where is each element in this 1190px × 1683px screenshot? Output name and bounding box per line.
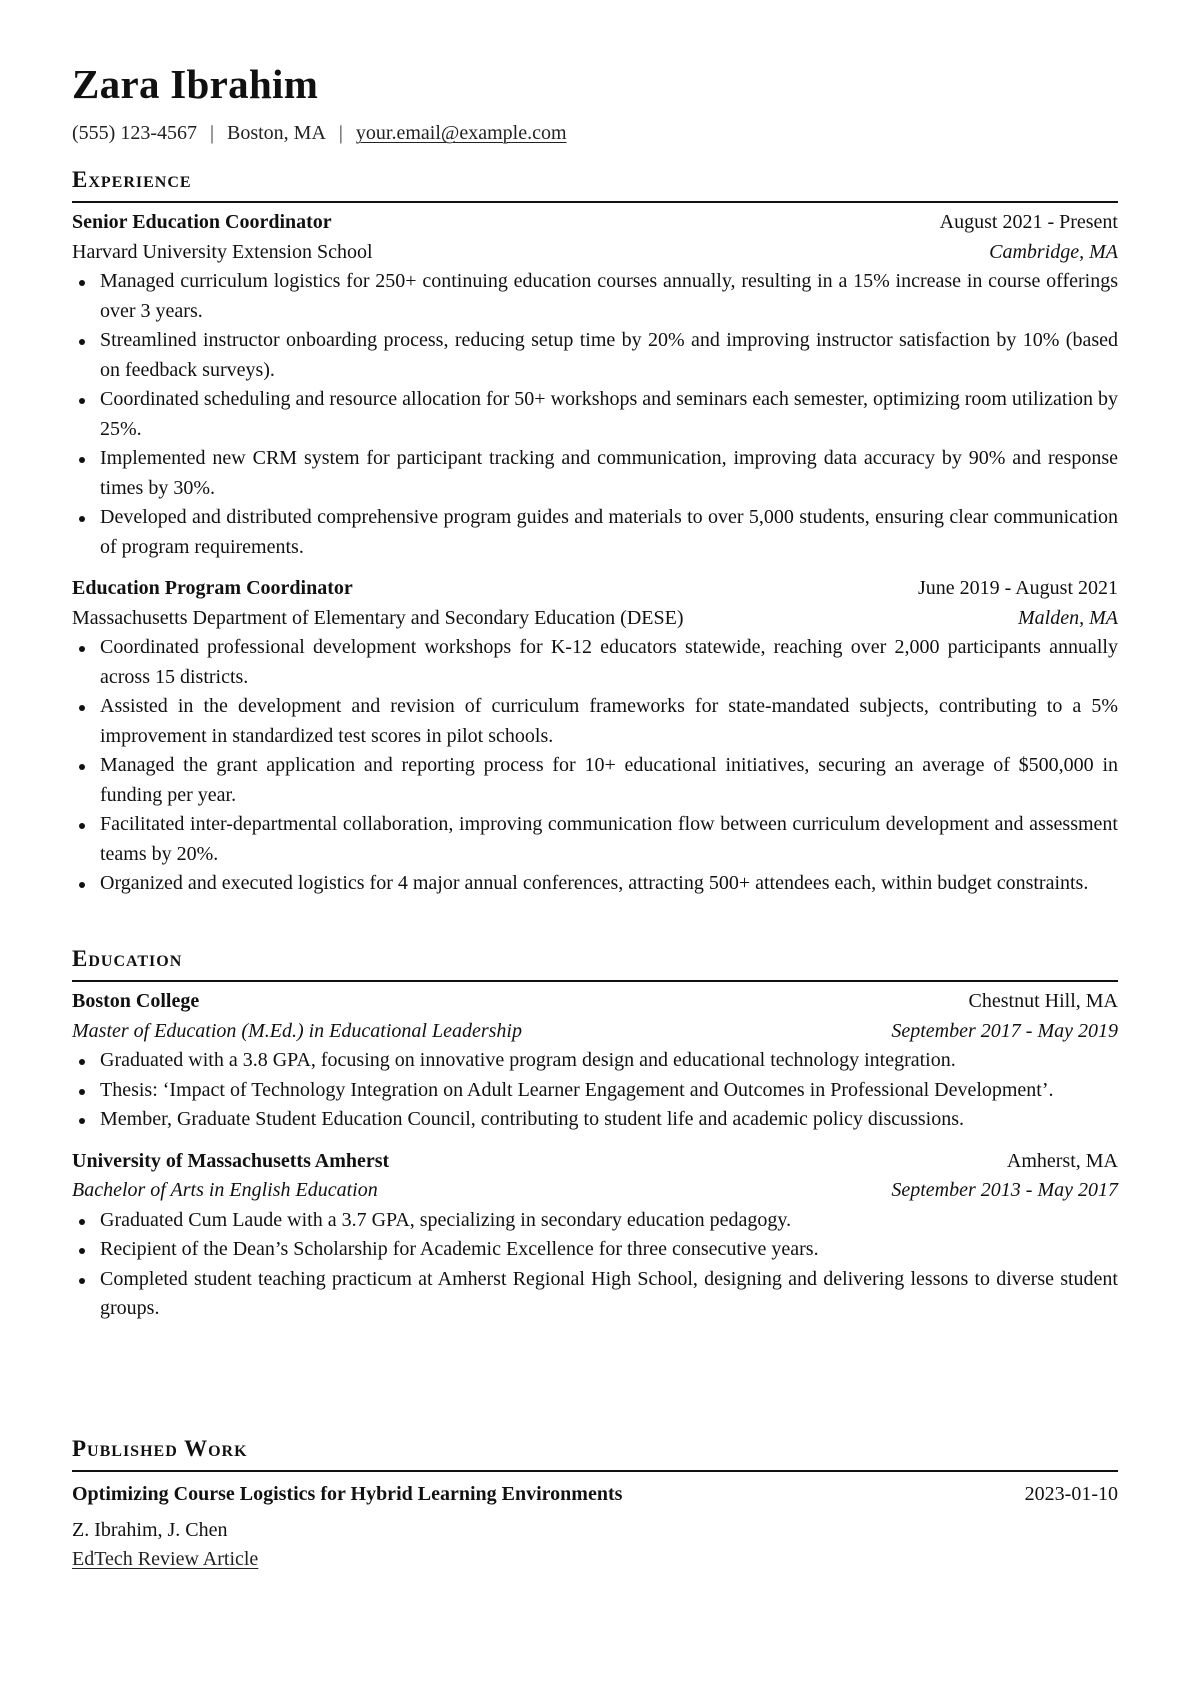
job-organization: Harvard University Extension School: [72, 240, 373, 263]
degree: Bachelor of Arts in English Education: [72, 1179, 378, 1201]
job-dates: August 2021 - Present: [939, 211, 1118, 233]
bullet-icon: [79, 764, 85, 770]
candidate-name: Zara Ibrahim: [72, 61, 319, 107]
bullet-item: Coordinated scheduling and resource allocation for 50+ workshops and seminars each semester, optimizing room utilization by 25%.: [72, 385, 1118, 444]
bullet-icon: [79, 705, 85, 711]
bullet-icon: [79, 1089, 85, 1095]
bullet-item: Completed student teaching practicum at Amherst Regional High School, designing and delivering lessons to diverse student groups.: [72, 1265, 1118, 1324]
job-bullets: [72, 633, 1118, 899]
education-section: [72, 945, 1118, 1324]
institution-name: Boston College: [72, 990, 200, 1012]
education-dates: September 2017 - May 2019: [891, 1019, 1118, 1042]
bullet-icon: [79, 516, 85, 522]
bullet-item: Implemented new CRM system for participant tracking and communication, improving data accuracy by 90% and response times by 30%.: [72, 444, 1118, 503]
bullet-icon: [79, 1219, 85, 1225]
section-title-published-work: Published Work: [72, 1436, 248, 1461]
publication-date: 2023-01-10: [1024, 1483, 1118, 1505]
bullet-item: Streamlined instructor onboarding process, reducing setup time by 20% and improving instructor satisfaction by 10% (based on feedback surveys).: [72, 326, 1118, 385]
location: Boston, MA: [227, 122, 326, 144]
bullet-icon: [79, 1278, 85, 1284]
bullet-item: Thesis: ‘Impact of Technology Integration on Adult Learner Engagement and Outcomes in Professional Development’.: [72, 1076, 1118, 1106]
bullet-icon: [79, 1118, 85, 1124]
published-work-section: [72, 1435, 1118, 1575]
publication-link[interactable]: EdTech Review Article: [72, 1548, 259, 1570]
bullet-item: Member, Graduate Student Education Council, contributing to student life and academic policy discussions.: [72, 1105, 1118, 1135]
bullet-item: Managed curriculum logistics for 250+ continuing education courses annually, resulting in a 15% increase in course offerings over 3 years.: [72, 267, 1118, 326]
job-bullets: [72, 267, 1118, 562]
education-bullets: [72, 1046, 1118, 1135]
job-dates: June 2019 - August 2021: [918, 577, 1118, 599]
job-title: Education Program Coordinator: [72, 577, 353, 599]
experience-entry: [72, 208, 1118, 562]
publication-authors: Z. Ibrahim, J. Chen: [72, 1518, 228, 1541]
experience-entry: [72, 574, 1118, 899]
education-dates: September 2013 - May 2017: [891, 1179, 1118, 1201]
phone-number: (555) 123-4567: [72, 122, 197, 144]
education-bullets: [72, 1206, 1118, 1324]
institution-location: Amherst, MA: [1006, 1149, 1118, 1172]
publication-title: Optimizing Course Logistics for Hybrid Learning Environments: [72, 1483, 623, 1505]
email-link[interactable]: your.email@example.com: [355, 122, 567, 144]
section-title-education: Education: [72, 946, 183, 971]
contact-separator: |: [338, 122, 343, 144]
bullet-icon: [79, 1059, 85, 1065]
degree: Master of Education (M.Ed.) in Educational Leadership: [72, 1019, 522, 1042]
bullet-icon: [79, 339, 85, 345]
bullet-item: Recipient of the Dean’s Scholarship for Academic Excellence for three consecutive years.: [72, 1235, 1118, 1265]
institution-name: University of Massachusetts Amherst: [72, 1149, 390, 1172]
bullet-item: Managed the grant application and reporting process for 10+ educational initiatives, securing an average of $500,000 in funding per year.: [72, 751, 1118, 810]
bullet-icon: [79, 1248, 85, 1254]
bullet-item: Graduated Cum Laude with a 3.7 GPA, specializing in secondary education pedagogy.: [72, 1206, 1118, 1236]
contact-line: [72, 120, 567, 146]
experience-section: [72, 166, 1118, 899]
bullet-icon: [79, 398, 85, 404]
institution-location: Chestnut Hill, MA: [968, 990, 1118, 1012]
job-location: Cambridge, MA: [989, 240, 1118, 263]
bullet-item: Graduated with a 3.8 GPA, focusing on innovative program design and educational technology integration.: [72, 1046, 1118, 1076]
job-title: Senior Education Coordinator: [72, 211, 332, 233]
bullet-item: Organized and executed logistics for 4 major annual conferences, attracting 500+ attendees each, within budget constraints.: [72, 869, 1118, 899]
education-entry: [72, 1147, 1118, 1324]
section-title-experience: Experience: [72, 167, 192, 192]
bullet-icon: [79, 457, 85, 463]
bullet-item: Assisted in the development and revision of curriculum frameworks for state-mandated subjects, contributing to a 5% improvement in standardized test scores in pilot schools.: [72, 692, 1118, 751]
bullet-item: Facilitated inter-departmental collaboration, improving communication flow between curriculum development and assessment teams by 20%.: [72, 810, 1118, 869]
education-entry: [72, 987, 1118, 1135]
bullet-icon: [79, 646, 85, 652]
bullet-item: Developed and distributed comprehensive program guides and materials to over 5,000 students, ensuring clear communication of program requirements.: [72, 503, 1118, 562]
bullet-icon: [79, 823, 85, 829]
job-location: Malden, MA: [1018, 606, 1118, 629]
publication-entry: [72, 1480, 1118, 1575]
bullet-icon: [79, 882, 85, 888]
bullet-icon: [79, 280, 85, 286]
contact-separator: |: [209, 122, 214, 144]
bullet-item: Coordinated professional development workshops for K-12 educators statewide, reaching over 2,000 participants annually across 15 districts.: [72, 633, 1118, 692]
job-organization: Massachusetts Department of Elementary and Secondary Education (DESE): [72, 606, 684, 629]
